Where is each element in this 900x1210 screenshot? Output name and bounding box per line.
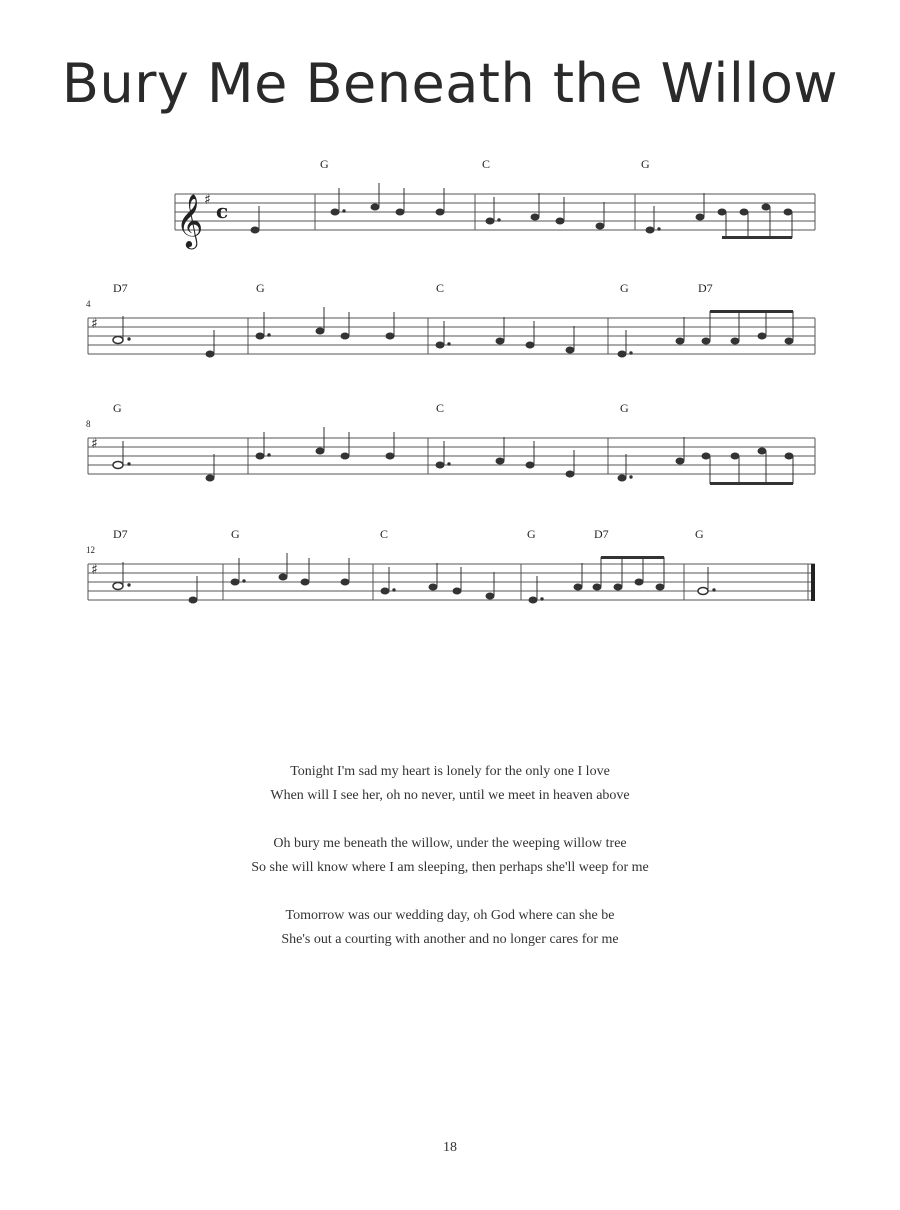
chord-label: C [482, 157, 491, 171]
measure-number: 8 [86, 419, 91, 429]
chord-label: D7 [113, 527, 128, 541]
chord-label: G [113, 401, 122, 415]
staff-system-3 [86, 401, 815, 485]
key-signature-sharp: ♯ [91, 562, 98, 578]
chord-label: G [527, 527, 536, 541]
chord-label: G [231, 527, 240, 541]
staff-system-4 [86, 527, 815, 603]
measure-number: 12 [86, 545, 95, 555]
lyric-line: So she will know where I am sleeping, then perhaps she'll weep for me [251, 860, 649, 875]
chord-label: D7 [594, 527, 609, 541]
key-signature-sharp: ♯ [91, 316, 98, 332]
chord-label: G [620, 401, 629, 415]
chord-label: G [256, 281, 265, 295]
lyrics-verse-2 [0, 832, 900, 880]
measure-number: 4 [86, 299, 91, 309]
page-number: 18 [443, 1140, 457, 1155]
lyrics [0, 760, 900, 976]
lyrics-verse-1 [0, 760, 900, 808]
lyric-line: Oh bury me beneath the willow, under the weeping willow tree [273, 836, 627, 851]
key-signature-sharp: ♯ [91, 436, 98, 452]
treble-clef-icon: 𝄞 [176, 193, 204, 247]
time-signature: c [216, 199, 229, 223]
lyric-line: Tonight I'm sad my heart is lonely for the only one I love [290, 764, 610, 779]
lyrics-verse-3 [0, 904, 900, 952]
chord-label: D7 [113, 281, 128, 295]
final-barline [811, 564, 815, 601]
staff-system-2 [86, 281, 815, 357]
staff-system-1 [175, 157, 815, 249]
key-signature-sharp: ♯ [204, 192, 211, 208]
chord-label: G [320, 157, 329, 171]
chord-label: C [436, 401, 445, 415]
lyric-line: Tomorrow was our wedding day, oh God where can she be [285, 908, 615, 923]
chord-label: G [641, 157, 650, 171]
chord-label: D7 [698, 281, 713, 295]
chord-label: C [436, 281, 445, 295]
chord-label: C [380, 527, 389, 541]
chord-label: G [695, 527, 704, 541]
lyric-line: When will I see her, oh no never, until we meet in heaven above [270, 788, 630, 803]
lyric-line: She's out a courting with another and no longer cares for me [281, 932, 619, 947]
chord-label: G [620, 281, 629, 295]
song-title: Bury Me Beneath the Willow [61, 52, 839, 115]
